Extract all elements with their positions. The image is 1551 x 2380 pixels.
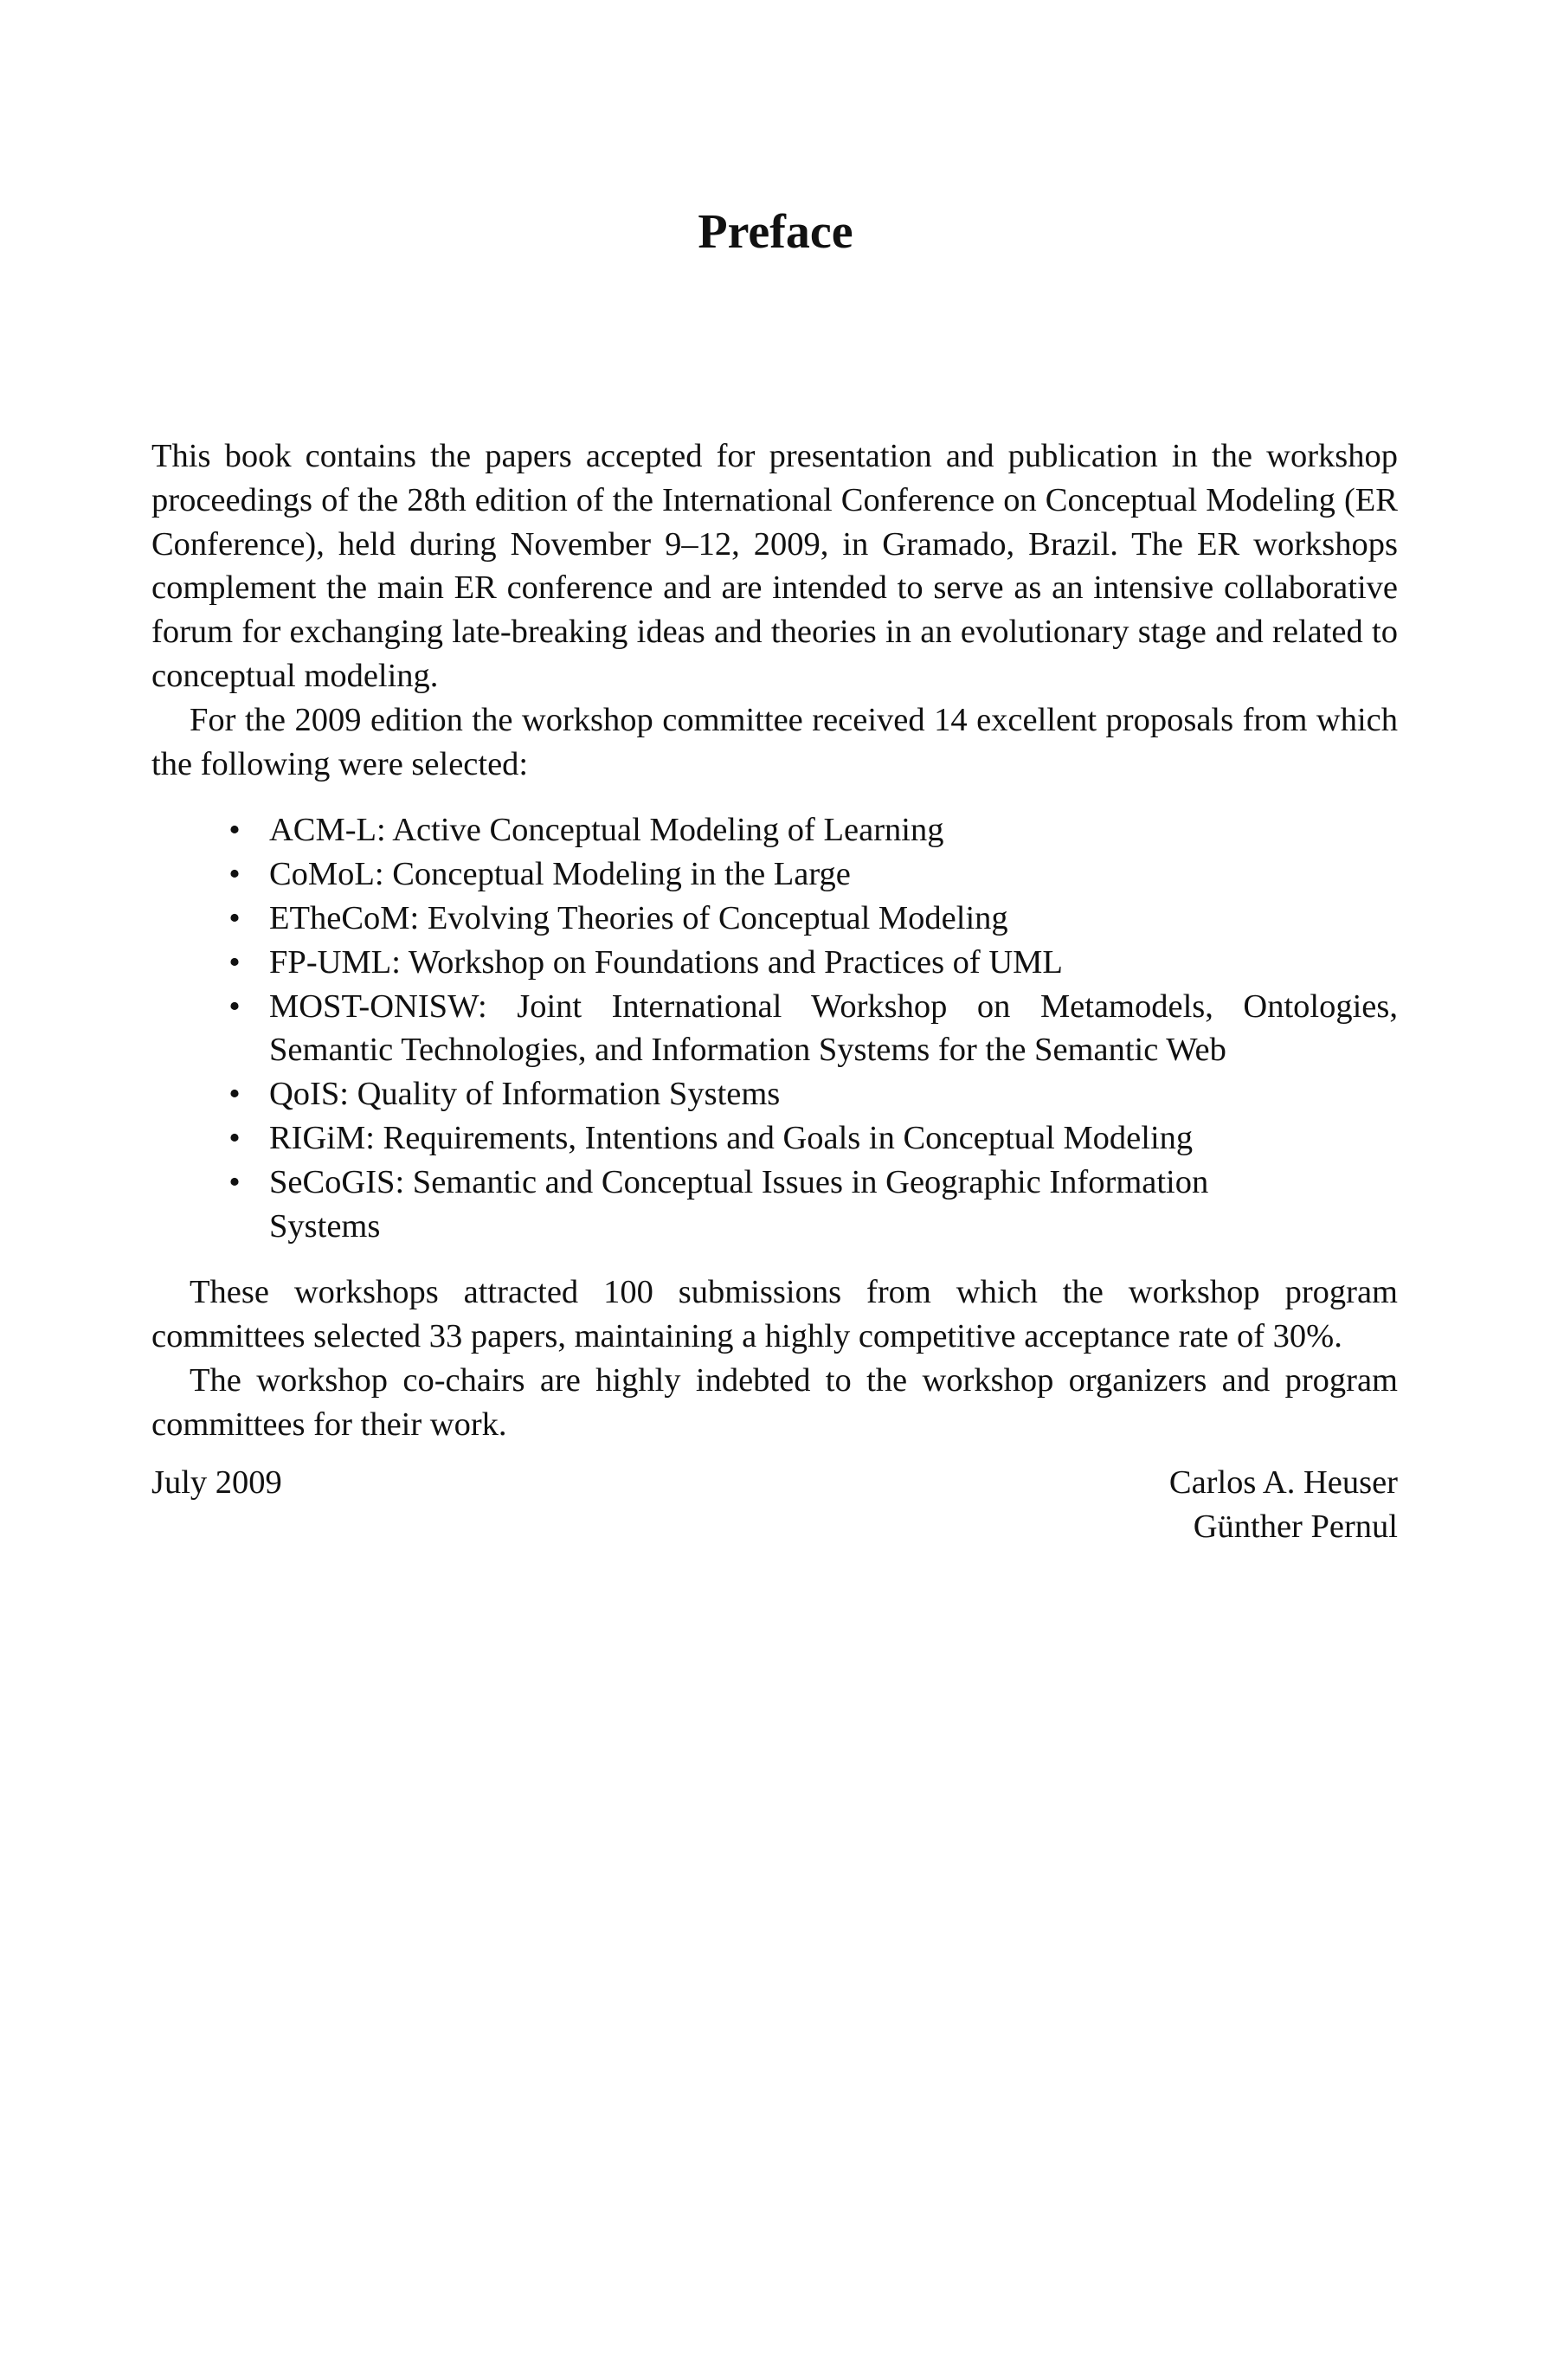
list-item: [151, 808, 1398, 852]
list-item: [151, 985, 1398, 1073]
bullet-icon: •: [228, 987, 241, 1025]
workshop-label: MOST-ONISW: Joint International Workshop on Metamodels, Ontologies, Semantic Technologies, and Information Systems for the Semantic Web: [269, 987, 1398, 1069]
signatory-list: [1169, 1461, 1398, 1549]
workshop-label: CoMoL: Conceptual Modeling in the Large: [269, 856, 851, 893]
workshop-label: SeCoGIS: Semantic and Conceptual Issues in Geographic Information Systems: [269, 1163, 1209, 1245]
bullet-icon: •: [228, 1163, 241, 1200]
submissions-paragraph: These workshops attracted 100 submissions from which the workshop program committees selected 33 papers, maintaining a highly competitive acceptance rate of 30%.: [151, 1274, 1398, 1355]
bullet-icon: •: [228, 1076, 241, 1113]
bullet-icon: •: [228, 812, 241, 849]
list-item: [151, 852, 1398, 897]
acknowledgement-paragraph: The workshop co-chairs are highly indebted to the workshop organizers and program committees for their work.: [151, 1361, 1398, 1443]
list-item: [151, 1072, 1398, 1116]
workshop-label: FP-UML: Workshop on Foundations and Practices of UML: [269, 943, 1063, 981]
workshop-label: RIGiM: Requirements, Intentions and Goals in Conceptual Modeling: [269, 1119, 1194, 1156]
preface-date: July 2009: [151, 1464, 282, 1501]
bullet-icon: •: [228, 899, 241, 936]
bullet-icon: •: [228, 856, 241, 893]
page-title: Preface: [698, 205, 853, 259]
workshop-label: QoIS: Quality of Information Systems: [269, 1076, 781, 1113]
list-item: [151, 1116, 1398, 1161]
signatory-name: Günther Pernul: [1193, 1508, 1398, 1545]
workshop-list: [151, 808, 1398, 1248]
proposals-paragraph: For the 2009 edition the workshop committee received 14 excellent proposals from which the following were selected:: [151, 701, 1398, 782]
intro-paragraph: This book contains the papers accepted for presentation and publication in the workshop proceedings of the 28th edition of the International Conference on Conceptual Modeling (ER Conference), held during November 9–12, 2009, in Gramado, Brazil. The ER workshops complement the main ER conference and are intended to serve as an intensive collaborative forum for exchanging late-breaking ideas and theories in an evolutionary stage and related to conceptual modeling.: [151, 438, 1398, 694]
bullet-icon: •: [228, 1119, 241, 1156]
list-item: [151, 1161, 1398, 1249]
signatory-name: Carlos A. Heuser: [1168, 1464, 1398, 1501]
bullet-icon: •: [228, 943, 241, 981]
workshop-label: ETheCoM: Evolving Theories of Conceptual Modeling: [269, 899, 1008, 936]
list-item: [151, 941, 1398, 985]
list-item: [151, 897, 1398, 941]
workshop-label: ACM-L: Active Conceptual Modeling of Learning: [269, 812, 944, 849]
preface-body: [151, 434, 1398, 1447]
